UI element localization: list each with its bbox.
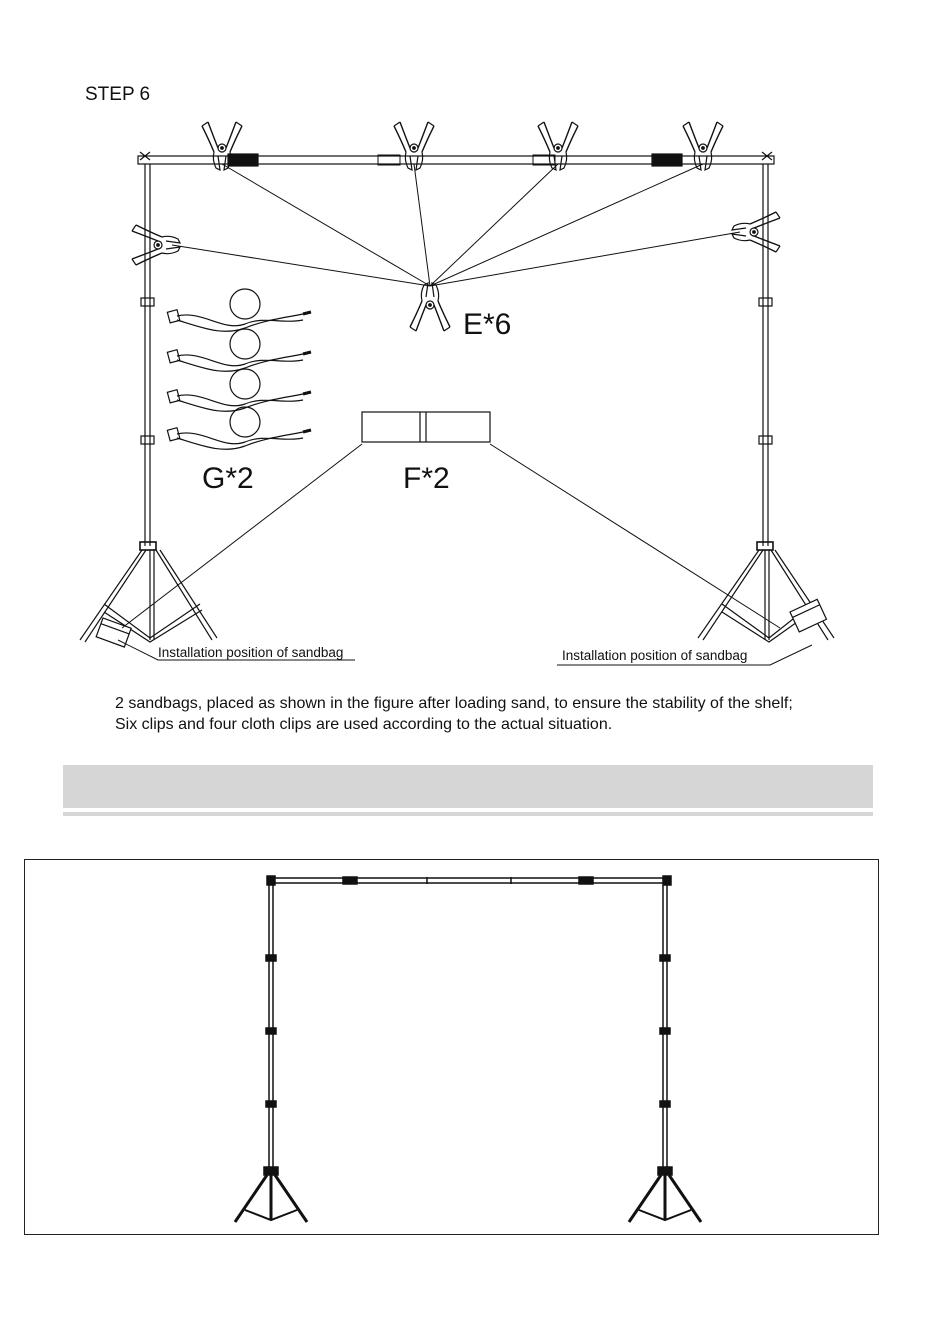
sandbag-left (96, 618, 131, 647)
spring-clamp-icon (410, 283, 450, 331)
final-assembly-panel (24, 859, 879, 1235)
install-label-left: Installation position of sandbag (158, 645, 344, 660)
note-line-1: 2 sandbags, placed as shown in the figure after loading sand, to ensure the stability of the shelf; (115, 695, 793, 712)
install-label-right: Installation position of sandbag (562, 648, 748, 663)
sandbag-icon (362, 412, 490, 442)
instruction-notes (115, 693, 793, 735)
section-divider (63, 812, 873, 816)
crossbar-joint-right (652, 154, 682, 166)
light-stand-icon (25, 860, 877, 1233)
note-line-2: Six clips and four cloth clips are used according to the actual situation. (115, 716, 613, 733)
cloth-clip-icon (167, 289, 311, 449)
crossbar-joint-left (228, 154, 258, 166)
cloth-clips-label: G*2 (202, 462, 254, 495)
sandbags-label: F*2 (403, 462, 450, 495)
clips-label: E*6 (463, 308, 512, 341)
spring-clamp-icon (202, 122, 723, 170)
step-title: STEP 6 (85, 84, 151, 105)
section-header-bar (63, 765, 873, 808)
sandbag-right (790, 599, 826, 632)
